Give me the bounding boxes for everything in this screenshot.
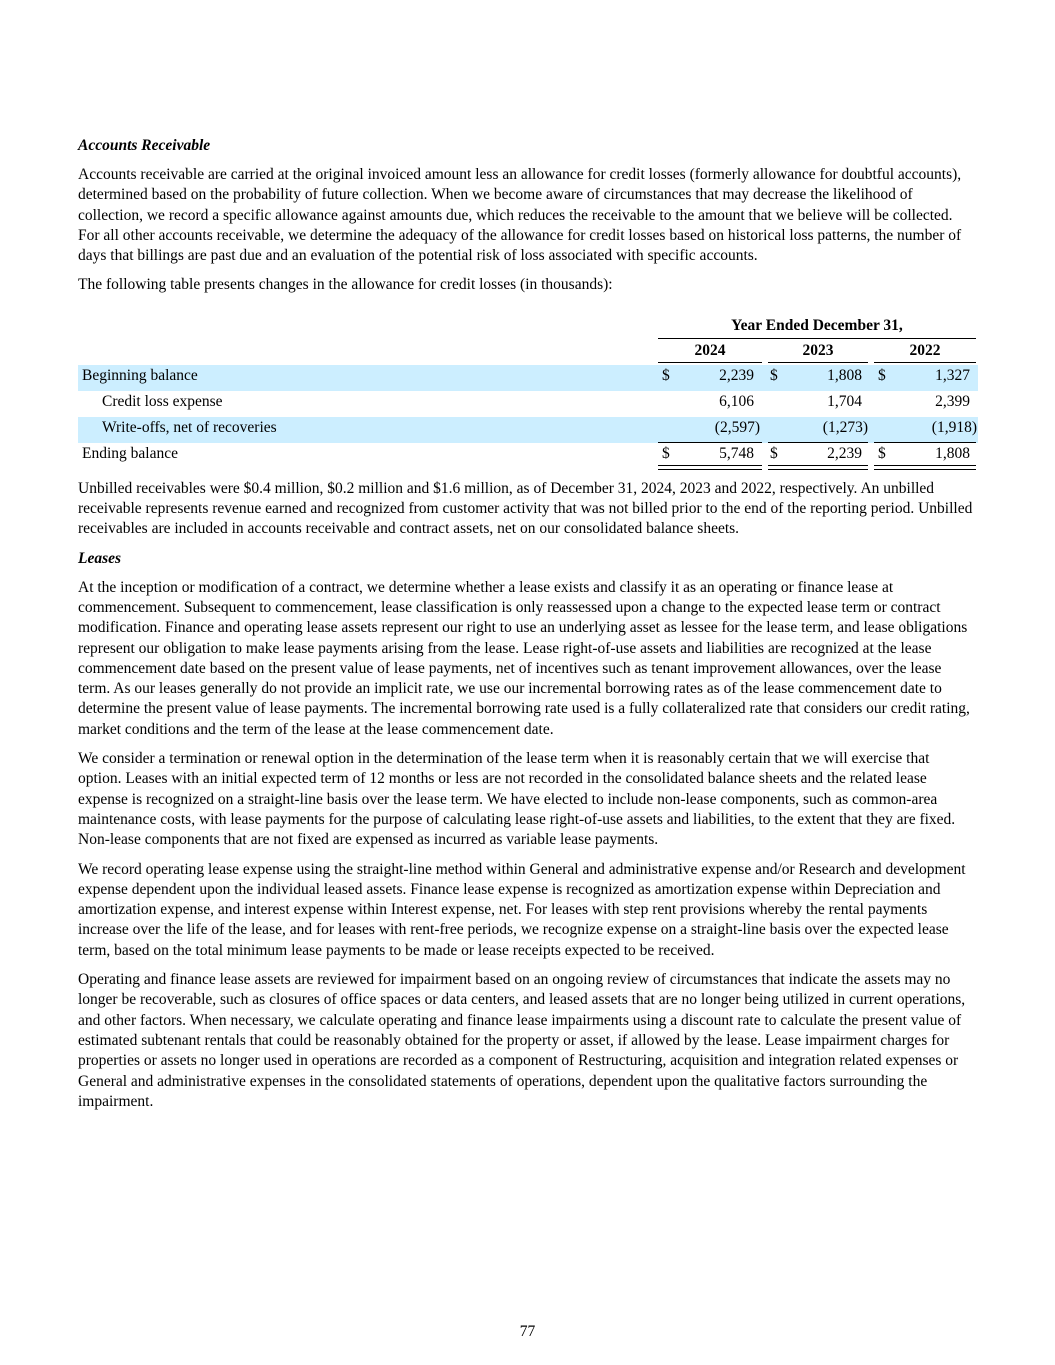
cell-2024: 5,748 [719,444,754,462]
leases-paragraph-4: Operating and finance lease assets are reviewed for impairment based on an ongoing review of circumstances that indicate the assets may no longer be recoverable, such as closures of office spaces or data centers, and leased assets that are no longer being utilized in current operations, and other factors. When necessary, we calculate operating and finance lease impairments using a discount rate to calculate the present value of estimated subtenant rentals that could be reasonably obtained for the property or asset, if allowed by the lease. Lease impairment charges for properties or assets no longer used in operations are recorded as a component of Restructuring, acquisition and integration related expenses or General and administrative expenses in the consolidated statements of operations, dependent upon the qualitative factors surrounding the impairment. [78,971,966,1110]
row-label: Ending balance [82,444,178,462]
leases-heading: Leases [78,549,122,567]
table-row [78,365,978,391]
currency-symbol: $ [878,366,886,384]
currency-symbol: $ [770,444,778,462]
row-label: Beginning balance [82,366,198,384]
cell-2022: 1,808 [935,444,970,462]
currency-symbol: $ [662,444,670,462]
cell-2024: 6,106 [719,392,754,410]
accounts-receivable-heading: Accounts Receivable [78,137,211,154]
cell-2023: 2,239 [827,444,862,462]
cell-2024: (2,597) [714,418,760,436]
cell-2023: 1,808 [827,366,862,384]
table-row [78,443,978,469]
accounts-receivable-paragraph-1: Accounts receivable are carried at the original invoiced amount less an allowance for credit losses (formerly allowance for doubtful accounts), determined based on the probability of future collection. When we become aware of circumstances that may decrease the likelihood of collection, we record a specific allowance against amounts due, which reduces the receivable to the amount that we believe will be collected. For all other accounts receivable, we determine the adequacy of the allowance for credit losses based on historical loss patterns, the number of days that billings are past due and an evaluation of the potential risk of loss associated with specific accounts. [78,166,962,265]
table-period-header: Year Ended December 31, [658,317,976,339]
cell-2023: (1,273) [822,418,868,436]
leases-paragraph-3: We record operating lease expense using the straight-line method within General and administrative expense and/or Research and development expense dependent upon the individual leased assets. Finance lease expense is recognized as amortization expense within Depreciation and amortization expense, and interest expense within Interest expense, net. For leases with step rent provisions whereby the rental payments increase over the life of the lease, and for leases with rent-free periods, we recognize expense on a straight-line basis over the expected lease term, based on the total minimum lease payments to be made or lease receipts expected to be received. [78,860,966,959]
document-page [78,136,976,1121]
row-label: Credit loss expense [102,392,223,410]
leases-paragraph-1: At the inception or modification of a contract, we determine whether a lease exists and classify it as an operating or finance lease at commencement. Subsequent to commencement, lease classification is only reassessed upon a change to the expected lease term or contract modification. Finance and operating lease assets represent our right to use an underlying asset as lessee for the lease term, and lease obligations represent our obligation to make lease payments arising from the lease. Lease right-of-use assets and liabilities are recognized at the lease commencement date based on the present value of lease payments, net of incentives such as tenant improvement allowances, over the lease term. As our leases generally do not provide an implicit rate, we use our incremental borrowing rates as of the lease commencement date to determine the present value of lease payments. The incremental borrowing rate used is a fully collateralized rate that considers our credit rating, market conditions and the term of the lease at the lease commencement date. [78,578,970,738]
currency-symbol: $ [662,366,670,384]
page-number: 77 [519,1323,536,1340]
allowance-table [78,309,978,479]
total-double-rule [658,465,762,470]
cell-2024: 2,239 [719,366,754,384]
total-double-rule [874,465,976,470]
currency-symbol: $ [878,444,886,462]
currency-symbol: $ [770,366,778,384]
leases-paragraph-2: We consider a termination or renewal option in the determination of the lease term when it is reasonably certain that we will exercise that option. Leases with an initial expected term of 12 months or less are not recorded in the consolidated balance sheets and the related lease expense is recognized on a straight-line basis over the lease term. We have elected to include non-lease components, such as common-area maintenance costs, with lease payments for the purpose of calculating lease right-of-use assets and liabilities, to the extent that they are fixed. Non-lease components that are not fixed are expensed as incurred as variable lease payments. [78,750,956,849]
table-row [78,417,978,443]
column-header-2024: 2024 [658,342,762,363]
cell-2022: 1,327 [935,366,970,384]
unbilled-receivables-paragraph: Unbilled receivables were $0.4 million, $0.2 million and $1.6 million, as of December 31, 2024, 2023 and 2022, respectively. An unbilled receivable represents revenue earned and recognized from customer activity that was not billed prior to the end of the reporting period. Unbilled receivables are included in accounts receivable and contract assets, net on our consolidated balance sheets. [78,479,973,538]
cell-2022: 2,399 [935,392,970,410]
row-label: Write-offs, net of recoveries [102,418,277,436]
cell-2022: (1,918) [931,418,977,436]
column-header-2023: 2023 [768,342,868,363]
table-intro-paragraph: The following table presents changes in the allowance for credit losses (in thousands): [78,276,613,294]
table-row [78,391,978,417]
total-double-rule [768,465,868,470]
cell-2023: 1,704 [827,392,862,410]
column-header-2022: 2022 [874,342,976,363]
